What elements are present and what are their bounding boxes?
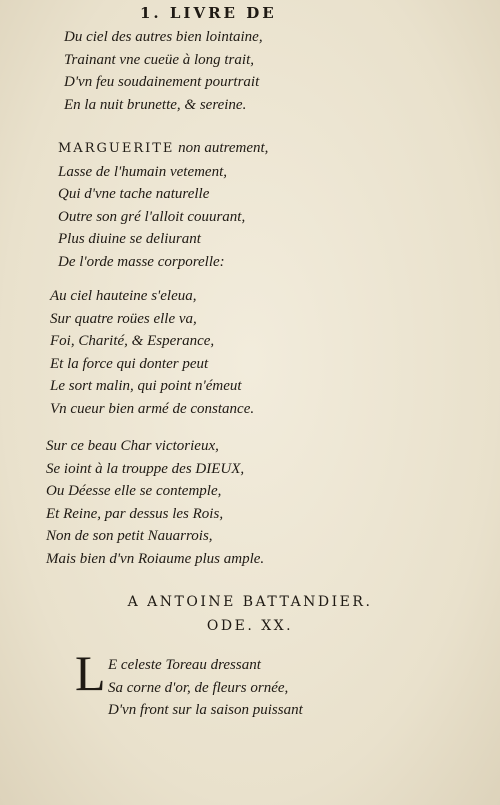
ode-dedication-title: A ANTOINE BATTANDIER. (127, 594, 373, 610)
drop-cap: L (75, 645, 106, 701)
stanza-1 (64, 26, 263, 116)
name-smallcaps: MARGUERITE (58, 141, 175, 156)
verse-line: Le sort malin, qui point n'émeut (50, 378, 242, 394)
ode-number: ODE. XX. (206, 618, 294, 634)
verse-line: De l'orde masse corporelle: (58, 253, 225, 270)
verse-line: Lasse de l'humain vetement, (58, 163, 228, 180)
verse-line: Du ciel des autres bien lointaine, (64, 29, 263, 45)
verse-line: D'vn front sur la saison puissant (108, 702, 303, 718)
verse-line: D'vn feu soudainement pourtrait (64, 74, 260, 90)
verse-line: Trainant vne cueüe à long trait, (64, 51, 254, 68)
verse-line: Se ioint à la trouppe des DIEUX, (46, 460, 245, 477)
verse-line-rest: non autrement, (174, 140, 269, 156)
stanza-2 (58, 137, 268, 273)
verse-line: Sa corne d'or, de fleurs ornée, (108, 679, 289, 696)
verse-line (58, 137, 268, 161)
verse-line: Plus diuine se deliurant (58, 231, 201, 247)
verse-line: Et la force qui donter peut (50, 355, 209, 372)
verse-line: Ou Déesse elle se contemple, (46, 483, 222, 499)
stanza-4 (46, 435, 264, 570)
running-header: 1. LIVRE DE (140, 4, 277, 22)
verse-line: Sur ce beau Char victorieux, (46, 438, 219, 454)
stanza-3 (50, 285, 254, 420)
verse-line: Mais bien d'vn Roiaume plus ample. (46, 550, 265, 567)
verse-line: Non de son petit Nauarrois, (46, 528, 213, 544)
verse-line: Et Reine, par dessus les Rois, (46, 505, 224, 522)
verse-line: Vn cueur bien armé de constance. (50, 400, 255, 417)
ode-stanza (108, 654, 303, 722)
verse-line: Sur quatre roües elle va, (50, 310, 197, 327)
verse-line: En la nuit brunette, & sereine. (64, 96, 247, 113)
verse-line: E celeste Toreau dressant (108, 657, 261, 673)
verse-line: Au ciel hauteine s'eleua, (50, 288, 197, 304)
verse-line: Foi, Charité, & Esperance, (50, 333, 215, 349)
verse-line: Outre son gré l'alloit couurant, (58, 208, 246, 225)
verse-line: Qui d'vne tache naturelle (58, 186, 210, 202)
